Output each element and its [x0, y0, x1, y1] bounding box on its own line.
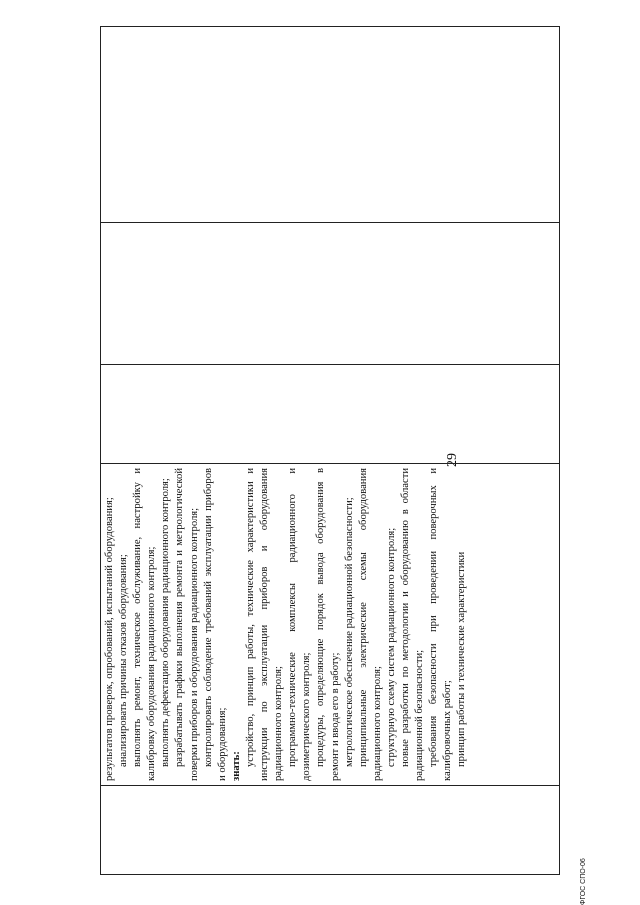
text-line: программно-технические комплексы радиационного и дозиметрического контроля; — [287, 468, 313, 781]
text-line: знать: — [230, 751, 242, 781]
table-cell-empty-1 — [101, 786, 560, 875]
text-line: устройство, принцип работы, технические характеристики и инструкции по эксплуатации приборов и оборудования радиационного контроля; — [244, 468, 285, 781]
text-line: выполнять ремонт, техническое обслуживание, настройку и калибровку оборудования радиационного контроля; — [132, 468, 158, 781]
text-line: результатов проверок, опробований, испытаний оборудования; — [104, 497, 115, 781]
text-line: контролировать соблюдение требований эксплуатации приборов и оборудования; — [202, 468, 228, 781]
text-line: структурную схему систем радиационного контроля; — [385, 527, 397, 767]
table-cell-empty-4 — [101, 27, 560, 223]
page-number: 29 — [445, 453, 460, 467]
rotated-page — [40, 35, 600, 905]
text-line: принципиальные электрические схемы оборудования радиационного контроля; — [357, 468, 383, 781]
text-line: метрологическое обеспечение радиационной безопасности; — [343, 497, 355, 767]
table-cell-empty-3 — [101, 223, 560, 365]
text-line: анализировать причины отказов оборудования; — [118, 554, 130, 767]
table-cell-empty-2 — [101, 365, 560, 464]
text-line: новые разработки по методологии и оборудованию в области радиационной безопасности; — [399, 468, 426, 781]
text-line: выполнять дефектацию оборудования радиационного контроля; — [160, 478, 172, 767]
table-row — [101, 27, 560, 875]
standards-table — [100, 26, 560, 875]
footer-text: ФГОС СПО-06 — [580, 858, 587, 905]
text-line: процедуры, определяющие порядок вывода оборудования в ремонт и ввода его в работу; — [315, 468, 341, 781]
table-cell-text — [101, 464, 560, 786]
text-line: разрабатывать графики выполнения ремонта и метрологической поверки приборов и оборудования радиационного контроля; — [174, 468, 200, 781]
skills-knowledge-text — [103, 468, 469, 781]
text-line: принцип работы и технические характеристики — [456, 551, 468, 767]
text-line: требования безопасности при проведении поверочных и калибровочных работ; — [428, 468, 454, 781]
